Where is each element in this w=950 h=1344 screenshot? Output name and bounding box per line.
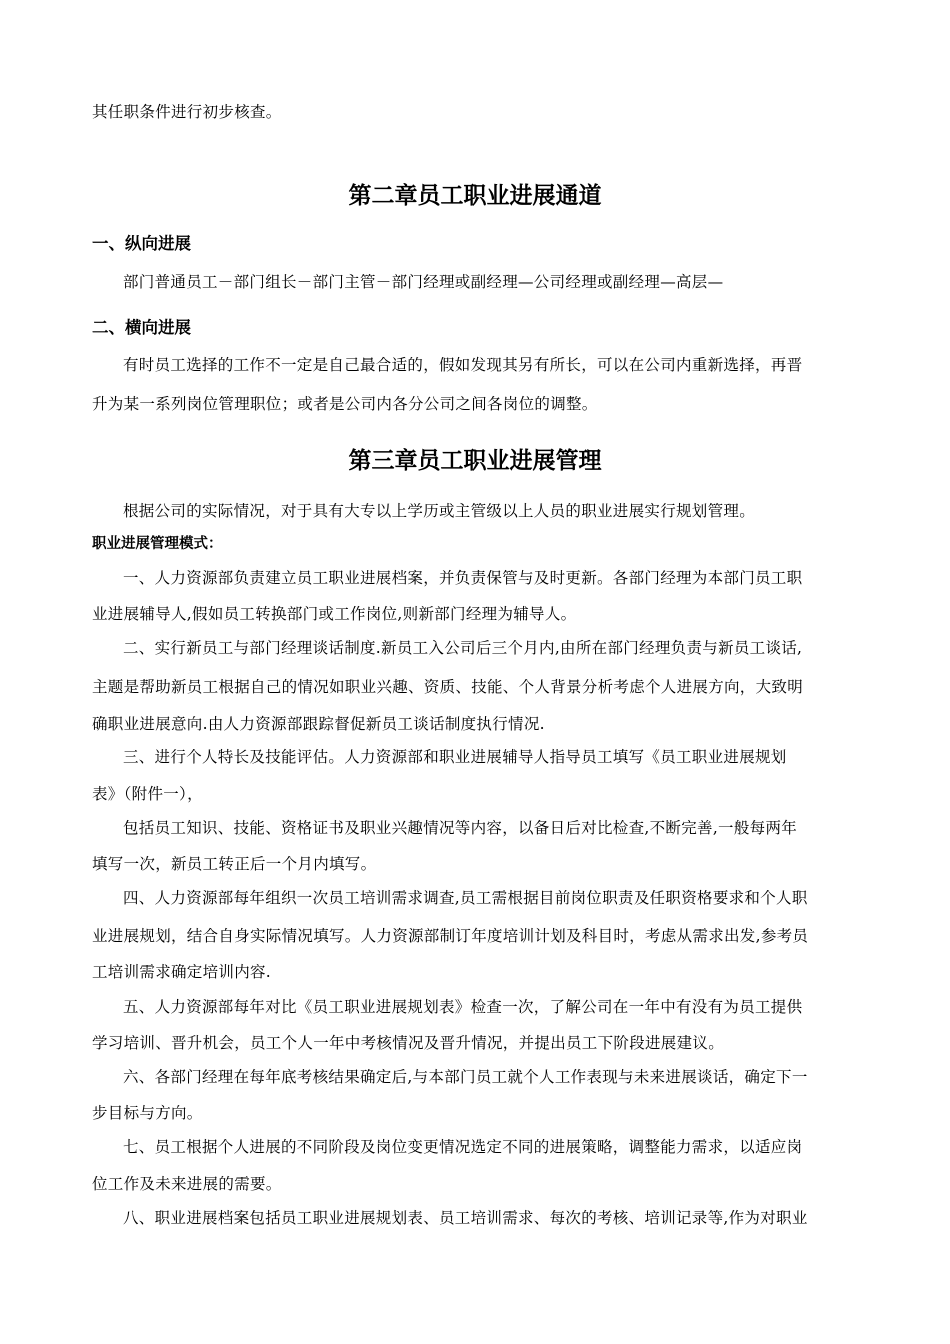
paragraph-line: 业进展规划，结合自身实际情况填写。人力资源部制订年度培训计划及科目时，考虑从需求出发,参考员 xyxy=(92,927,809,945)
paragraph-line: 主题是帮助新员工根据自己的情况如职业兴趣、资质、技能、个人背景分析考虑个人进展方向，大致明 xyxy=(92,678,804,696)
paragraph-line: 五、人力资源部每年对比《员工职业进展规划表》检查一次，了解公司在一年中有没有为员工提供 xyxy=(123,998,803,1016)
paragraph-line: 包括员工知识、技能、资格证书及职业兴趣情况等内容，以备日后对比检查,不断完善,一般每两年 xyxy=(123,819,798,837)
section-horizontal-heading: 二、横向进展 xyxy=(92,318,191,337)
paragraph-line: 工培训需求确定培训内容. xyxy=(92,963,272,981)
paragraph-line: 确职业进展意向.由人力资源部跟踪督促新员工谈话制度执行情况. xyxy=(92,715,545,733)
vertical-path-text: 部门普通员工－部门组长－部门主管－部门经理或副经理—公司经理或副经理—高层— xyxy=(123,273,724,291)
paragraph-line: 步目标与方向。 xyxy=(92,1104,203,1122)
continuation-text: 其任职条件进行初步核查。 xyxy=(92,103,282,121)
paragraph-line: 有时员工选择的工作不一定是自己最合适的，假如发现其另有所长，可以在公司内重新选择，再晋 xyxy=(123,356,803,374)
paragraph-line: 八、职业进展档案包括员工职业进展规划表、员工培训需求、每次的考核、培训记录等,作为对职业 xyxy=(123,1209,808,1227)
management-mode-heading: 职业进展管理模式： xyxy=(92,536,223,552)
paragraph-line: 位工作及未来进展的需要。 xyxy=(92,1175,282,1193)
paragraph-line: 升为某一系列岗位管理职位；或者是公司内各分公司之间各岗位的调整。 xyxy=(92,395,598,413)
paragraph-line: 四、人力资源部每年组织一次员工培训需求调查,员工需根据目前岗位职责及任职资格要求和个人职 xyxy=(123,889,808,907)
chapter-3-intro: 根据公司的实际情况，对于具有大专以上学历或主管级以上人员的职业进展实行规划管理。 xyxy=(123,502,756,520)
paragraph-line: 表》（附件一）， xyxy=(92,785,203,803)
paragraph-line: 填写一次，新员工转正后一个月内填写。 xyxy=(92,855,377,873)
paragraph-line: 二、实行新员工与部门经理谈话制度.新员工入公司后三个月内,由所在部门经理负责与新员工谈话, xyxy=(123,639,803,657)
section-vertical-heading: 一、纵向进展 xyxy=(92,234,191,253)
paragraph-line: 六、各部门经理在每年底考核结果确定后,与本部门员工就个人工作表现与未来进展谈话，确定下一 xyxy=(123,1068,808,1086)
paragraph-line: 学习培训、晋升机会，员工个人一年中考核情况及晋升情况，并提出员工下阶段进展建议。 xyxy=(92,1034,725,1052)
chapter-2-title: 第二章员工职业进展通道 xyxy=(348,183,602,209)
chapter-3-title: 第三章员工职业进展管理 xyxy=(348,448,602,474)
paragraph-line: 业进展辅导人,假如员工转换部门或工作岗位,则新部门经理为辅导人。 xyxy=(92,605,577,623)
paragraph-line: 七、员工根据个人进展的不同阶段及岗位变更情况选定不同的进展策略，调整能力需求，以适应岗 xyxy=(123,1138,803,1156)
paragraph-line: 三、进行个人特长及技能评估。人力资源部和职业进展辅导人指导员工填写《员工职业进展规划 xyxy=(123,748,787,766)
paragraph-line: 一、人力资源部负责建立员工职业进展档案，并负责保管与及时更新。各部门经理为本部门员工职 xyxy=(123,569,803,587)
